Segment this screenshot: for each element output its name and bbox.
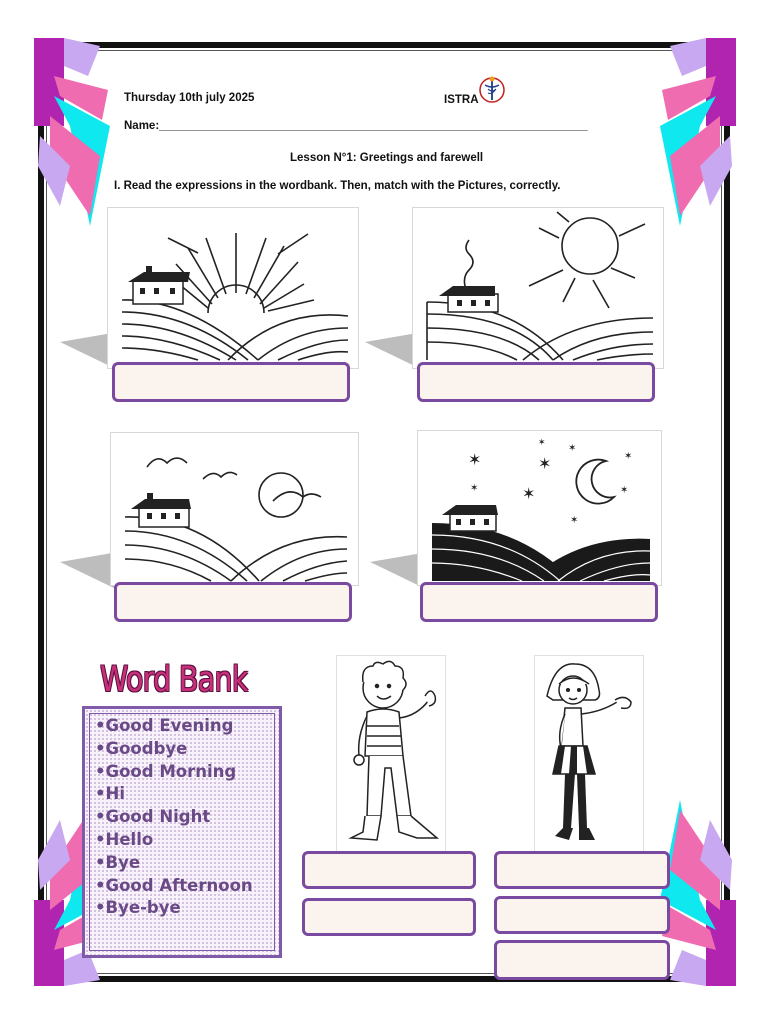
answer-box-3[interactable] bbox=[114, 582, 352, 622]
word-bank-item: •Good Afternoon bbox=[95, 875, 253, 895]
school-name: ISTRA bbox=[444, 94, 479, 106]
svg-text:✶: ✶ bbox=[470, 483, 479, 494]
answer-box-boy-1[interactable] bbox=[302, 851, 476, 889]
answer-box-girl-3[interactable] bbox=[494, 940, 670, 980]
word-bank-item: •Goodbye bbox=[95, 738, 188, 758]
picture-night bbox=[417, 430, 662, 586]
word-bank-item: •Good Night bbox=[95, 807, 211, 827]
word-bank-item: •Hi bbox=[95, 784, 126, 804]
answer-box-1[interactable] bbox=[112, 362, 350, 402]
svg-text:✶: ✶ bbox=[624, 451, 633, 462]
picture-sunset bbox=[110, 432, 359, 586]
instruction-text: I. Read the expressions in the wordbank. Then, match with the Pictures, correctly. bbox=[114, 180, 561, 192]
picture-boy bbox=[336, 655, 446, 853]
svg-text:✶: ✶ bbox=[468, 450, 482, 469]
picture-sun bbox=[412, 207, 664, 369]
answer-box-4[interactable] bbox=[420, 582, 658, 622]
girl-waving-icon bbox=[535, 656, 643, 852]
sun-landscape-icon bbox=[413, 208, 663, 368]
lesson-title: Lesson N°1: Greetings and farewell bbox=[290, 152, 484, 164]
boy-waving-icon bbox=[337, 656, 445, 852]
word-bank-item: •Good Morning bbox=[95, 761, 237, 781]
svg-text:✶: ✶ bbox=[568, 443, 577, 454]
school-logo-icon bbox=[477, 74, 507, 104]
svg-text:✶: ✶ bbox=[538, 438, 546, 448]
answer-box-2[interactable] bbox=[417, 362, 655, 402]
svg-text:✶: ✶ bbox=[570, 515, 579, 526]
answer-box-girl-1[interactable] bbox=[494, 851, 670, 889]
top-left-corner-decoration bbox=[30, 36, 120, 236]
word-bank-box bbox=[82, 706, 282, 958]
word-bank-item: •Good Evening bbox=[95, 716, 234, 735]
svg-text:✶: ✶ bbox=[522, 484, 536, 503]
svg-text:✶: ✶ bbox=[620, 485, 629, 496]
word-bank-list bbox=[95, 715, 253, 920]
word-bank-item: •Hello bbox=[95, 829, 154, 849]
name-field[interactable]: Name:___________________________________________________________________ bbox=[124, 120, 588, 132]
picture-sunrise bbox=[107, 207, 359, 369]
night-landscape-icon bbox=[418, 431, 661, 585]
answer-box-boy-2[interactable] bbox=[302, 898, 476, 936]
sunset-landscape-icon bbox=[111, 433, 358, 585]
word-bank-item: •Bye bbox=[95, 852, 141, 872]
svg-text:✶: ✶ bbox=[538, 454, 552, 473]
word-bank-item: •Bye-bye bbox=[95, 898, 181, 918]
date-text: Thursday 10th july 2025 bbox=[124, 92, 255, 104]
answer-box-girl-2[interactable] bbox=[494, 896, 670, 934]
top-right-corner-decoration bbox=[650, 36, 740, 236]
picture-girl bbox=[534, 655, 644, 853]
word-bank-title: Word Bank bbox=[100, 660, 248, 700]
sunrise-landscape-icon bbox=[108, 208, 358, 368]
